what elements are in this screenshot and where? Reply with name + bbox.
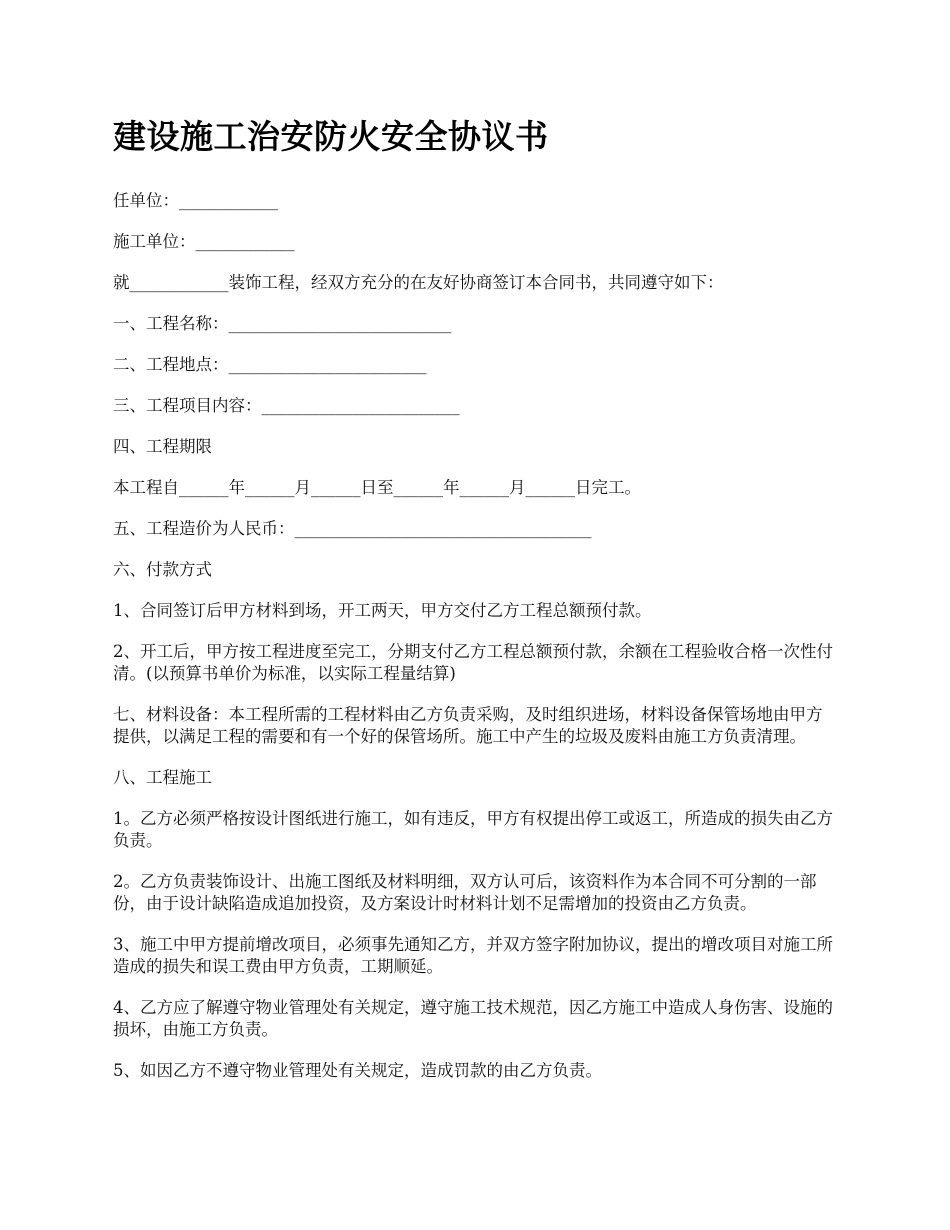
schedule-year-label: 年	[228, 478, 245, 497]
section-1-label: 一、工程名称：	[113, 314, 229, 333]
document-title: 建设施工治安防火安全协议书	[113, 117, 549, 156]
party-b-field	[113, 231, 838, 253]
party-b-blank: ____________	[195, 232, 295, 251]
schedule-prefix: 本工程自	[113, 478, 179, 497]
schedule-end-label: 日完工。	[575, 478, 641, 497]
section-3-label: 三、工程项目内容：	[113, 396, 262, 415]
intro-paragraph	[113, 272, 838, 294]
section-3-blank: ________________________	[261, 396, 460, 415]
schedule-start-year-blank: ______	[179, 478, 229, 497]
section-5-contract-price	[113, 518, 838, 540]
section-1-project-name	[113, 313, 838, 335]
payment-item-2: 2、开工后，甲方按工程进度至完工，分期支付乙方工程总额预付款，余额在工程验收合格一次性付清。(以预算书单价为标准，以实际工程量结算)	[113, 642, 833, 683]
party-a-label: 任单位：	[113, 191, 179, 210]
schedule-start-day-blank: ______	[311, 478, 361, 497]
section-7-materials: 七、材料设备：本工程所需的工程材料由乙方负责采购，及时组织进场，材料设备保管场地由甲方提供，以满足工程的需要和有一个好的保管场所。施工中产生的垃圾及废料由施工方负责清理。	[113, 705, 823, 746]
construction-item-5: 5、如因乙方不遵守物业管理处有关规定，造成罚款的由乙方负责。	[113, 1061, 602, 1080]
party-a-blank: ____________	[179, 191, 278, 210]
schedule-start-month-blank: ______	[245, 478, 295, 497]
section-4-heading: 四、工程期限	[113, 437, 212, 456]
schedule-end-year-label: 年	[443, 478, 460, 497]
construction-item-3: 3、施工中甲方提前增改项目，必须事先通知乙方，并双方签字附加协议，提出的增改项目对施工所造成的损失和误工费由甲方负责，工期顺延。	[113, 935, 833, 976]
section-1-blank: ___________________________	[228, 314, 452, 333]
section-6-heading: 六、付款方式	[113, 560, 212, 579]
section-2-project-location	[113, 354, 838, 376]
construction-item-2: 2。乙方负责装饰设计、出施工图纸及材料明细，双方认可后，该资料作为本合同不可分割的一部份，由于设计缺陷造成追加投资，及方案设计时材料计划不足需增加的投资由乙方负责。	[113, 872, 817, 913]
section-3-project-content	[113, 395, 838, 417]
schedule-end-year-blank: ______	[393, 478, 443, 497]
payment-item-1: 1、合同签订后甲方材料到场，开工两天，甲方交付乙方工程总额预付款。	[113, 601, 652, 620]
construction-item-4: 4、乙方应了解遵守物业管理处有关规定，遵守施工技术规范，因乙方施工中造成人身伤害、设施的损坏，由施工方负责。	[113, 998, 833, 1039]
schedule-line	[113, 477, 838, 499]
party-b-label: 施工单位：	[113, 232, 196, 251]
section-2-blank: ________________________	[228, 355, 427, 374]
schedule-month-label: 月	[294, 478, 311, 497]
construction-item-1: 1。乙方必须严格按设计图纸进行施工，如有违反，甲方有权提出停工或返工，所造成的损失由乙方负责。	[113, 809, 833, 850]
intro-prefix: 就	[113, 273, 130, 292]
intro-suffix: 装饰工程，经双方充分的在友好协商签订本合同书，共同遵守如下：	[228, 273, 724, 292]
party-a-field	[113, 190, 838, 212]
section-8-heading: 八、工程施工	[113, 768, 212, 787]
section-5-label: 五、工程造价为人民币：	[113, 519, 295, 538]
intro-blank: ____________	[129, 273, 229, 292]
schedule-end-day-blank: ______	[525, 478, 575, 497]
section-2-label: 二、工程地点：	[113, 355, 229, 374]
section-5-blank: ____________________________________	[294, 519, 592, 538]
schedule-day-to-label: 日至	[360, 478, 394, 497]
schedule-end-month-label: 月	[509, 478, 526, 497]
schedule-end-month-blank: ______	[459, 478, 509, 497]
